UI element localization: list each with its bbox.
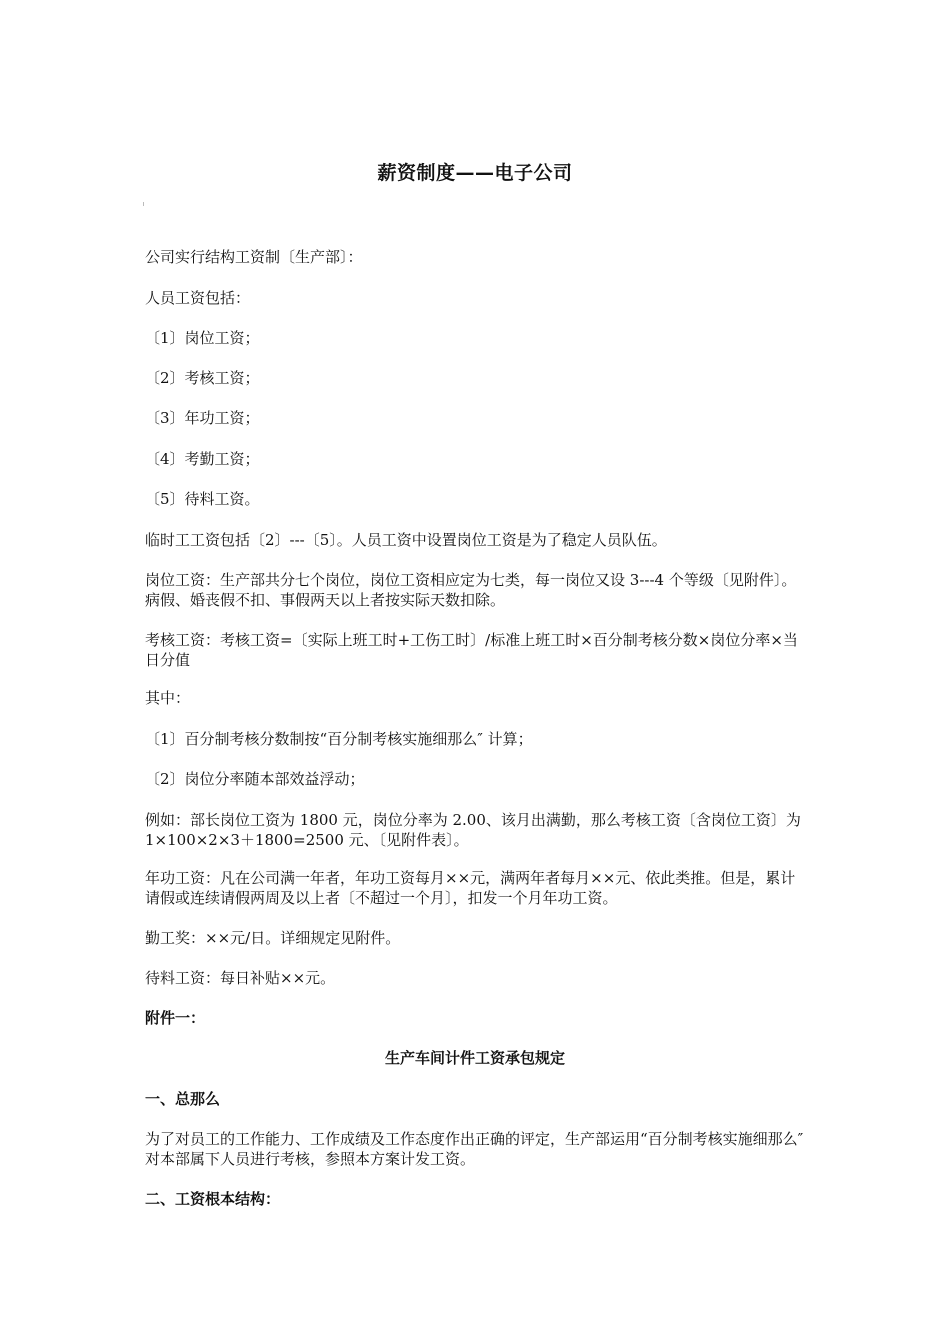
paragraph-assessment-wage: 考核工资：考核工资=〔实际上班工时+工伤工时〕/标准上班工时×百分制考核分数×岗位分率×当日分值 (145, 631, 798, 669)
list-item-standby-wage: 〔5〕待料工资。 (145, 490, 260, 508)
section-heading-structure: 二、工资根本结构： (145, 1190, 281, 1208)
paragraph-salary-includes: 人员工资包括： (145, 289, 251, 307)
list-item-attendance-wage: 〔4〕考勤工资； (145, 450, 260, 468)
list-item-rate-rule: 〔2〕岗位分率随本部效益浮动； (145, 770, 365, 788)
list-item-seniority-wage: 〔3〕年功工资； (145, 409, 260, 427)
section-general-text: 为了对员工的工作能力、工作成绩及工作态度作出正确的评定，生产部运用“百分制考核实施细那么″ 对本部属下人员进行考核，参照本方案计发工资。 (145, 1130, 809, 1168)
paragraph-attendance-bonus: 勤工奖：××元/日。详细规定见附件。 (145, 929, 401, 947)
list-item-assessment-wage: 〔2〕考核工资； (145, 369, 260, 387)
paragraph-marker (143, 202, 144, 206)
paragraph-temp-workers: 临时工工资包括〔2〕---〔5〕。人员工资中设置岗位工资是为了稳定人员队伍。 (145, 531, 667, 549)
paragraph-where: 其中： (145, 689, 191, 707)
attachment-title: 生产车间计件工资承包规定 (384, 1049, 565, 1067)
paragraph-standby-wage: 待料工资：每日补贴××元。 (145, 969, 336, 987)
attachment-label: 附件一： (145, 1009, 206, 1027)
paragraph-position-wage: 岗位工资：生产部共分七个岗位，岗位工资相应定为七类，每一岗位又设 3---4 个等级〔见附件〕。病假、婚丧假不扣、事假两天以上者按实际天数扣除。 (145, 571, 797, 609)
section-heading-general: 一、总那么 (145, 1090, 221, 1108)
paragraph-seniority-wage: 年功工资：凡在公司满一年者，年功工资每月××元，满两年者每月××元、依此类推。但是，累计请假或连续请假两周及以上者〔不超过一个月〕，扣发一个月年功工资。 (145, 869, 796, 907)
document-title: 薪资制度——电子公司 (377, 162, 573, 184)
paragraph-example: 例如：部长岗位工资为 1800 元，岗位分率为 2.00、该月出满勤，那么考核工资〔含岗位工资〕为 1×100×2×3＋1800=2500 元、〔见附件表〕。 (145, 811, 806, 849)
paragraph-structure-intro: 公司实行结构工资制〔生产部〕： (145, 248, 363, 266)
list-item-position-wage: 〔1〕岗位工资； (145, 329, 260, 347)
list-item-score-rule: 〔1〕百分制考核分数制按“百分制考核实施细那么″ 计算； (145, 730, 533, 748)
